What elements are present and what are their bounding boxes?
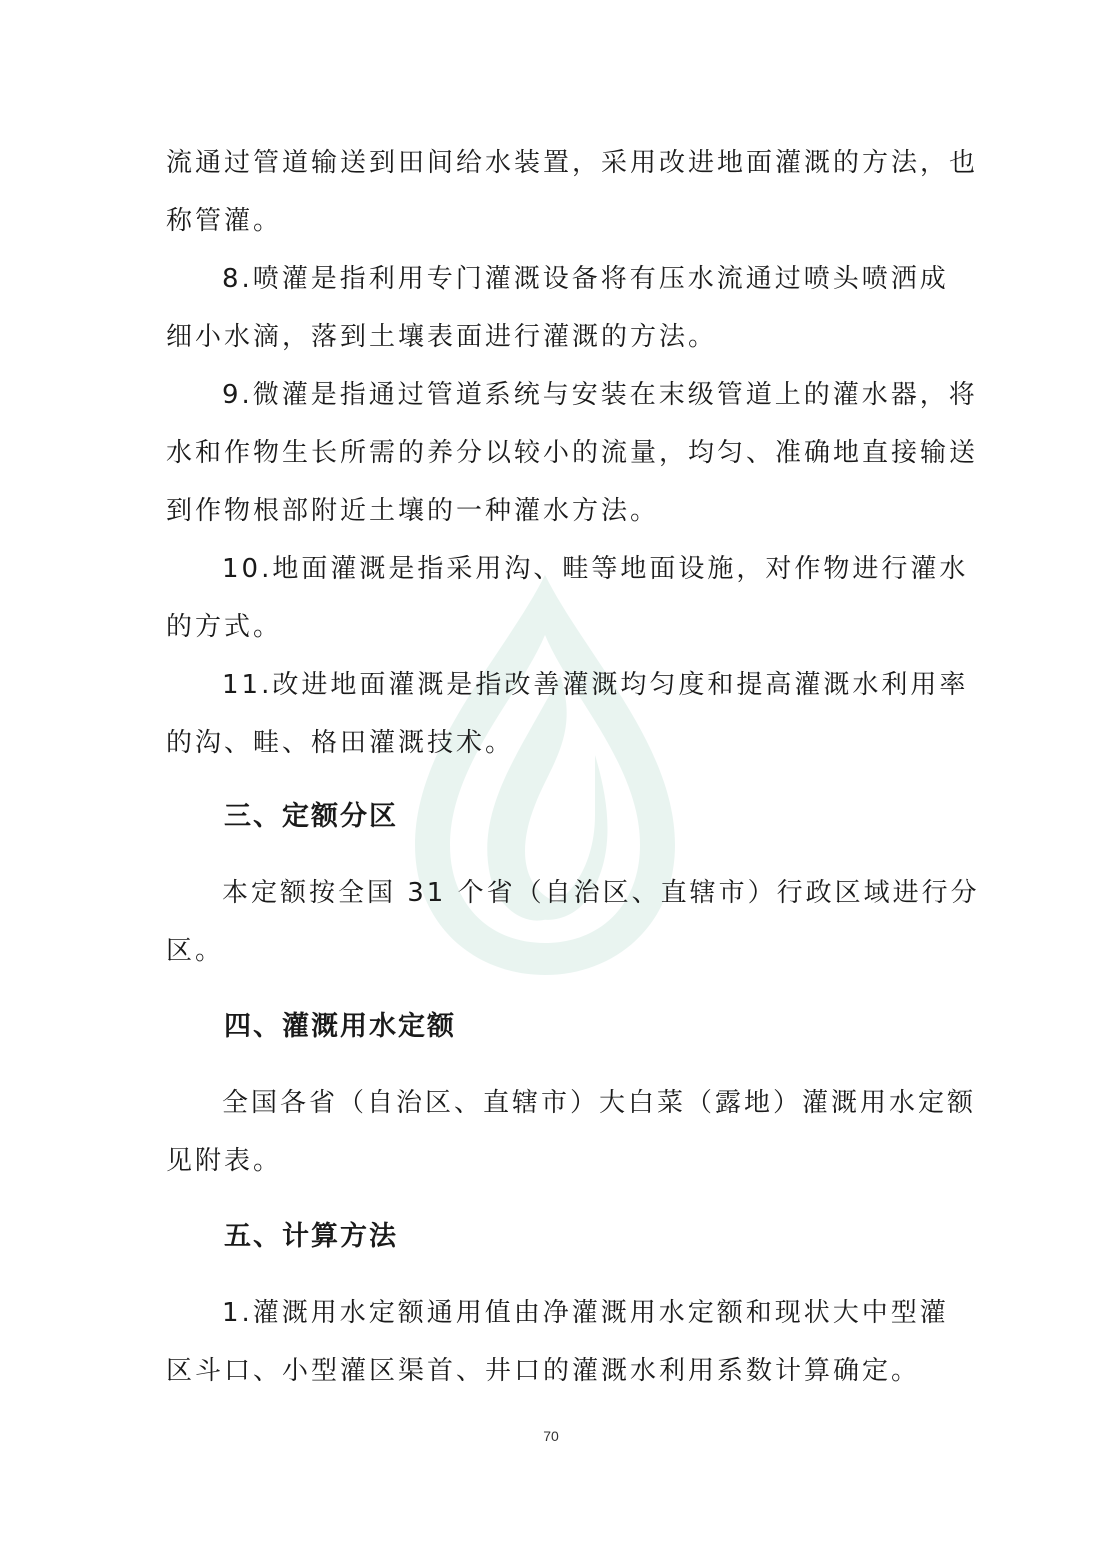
section-heading-calculation-method: 五、计算方法: [224, 1221, 398, 1252]
section-heading-irrigation-quota: 四、灌溉用水定额: [224, 1011, 456, 1042]
section-heading-zoning: 三、定额分区: [224, 801, 398, 832]
text-line: 水和作物生长所需的养分以较小的流量，均匀、准确地直接输送: [166, 438, 979, 468]
paragraph-item-10: [166, 540, 969, 656]
paragraph-calculation-item-1: [166, 1284, 949, 1400]
text-line: 称管灌。: [166, 206, 283, 236]
paragraph-item-9: [166, 366, 979, 540]
text-line: 见附表。: [166, 1146, 283, 1176]
text-line: 1.灌溉用水定额通用值由净灌溉用水定额和现状大中型灌: [222, 1298, 949, 1328]
text-line: 本定额按全国 31 个省（自治区、直辖市）行政区域进行分: [222, 878, 980, 908]
text-line: 的沟、畦、格田灌溉技术。: [166, 728, 515, 758]
paragraph-item-11: [166, 656, 969, 772]
text-line: 区。: [166, 936, 225, 966]
page-number: 70: [543, 1428, 559, 1444]
text-line: 的方式。: [166, 612, 283, 642]
text-line: 到作物根部附近土壤的一种灌水方法。: [166, 496, 660, 526]
text-line: 流通过管道输送到田间给水装置，采用改进地面灌溉的方法，也: [166, 148, 979, 178]
text-line: 11.改进地面灌溉是指改善灌溉均匀度和提高灌溉水利用率: [222, 670, 969, 700]
text-line: 8.喷灌是指利用专门灌溉设备将有压水流通过喷头喷洒成: [222, 264, 949, 294]
text-line: 9.微灌是指通过管道系统与安装在末级管道上的灌水器，将: [222, 380, 978, 410]
text-line: 区斗口、小型灌区渠首、井口的灌溉水利用系数计算确定。: [166, 1356, 921, 1386]
text-line: 细小水滴，落到土壤表面进行灌溉的方法。: [166, 322, 718, 352]
text-line: 10.地面灌溉是指采用沟、畦等地面设施，对作物进行灌水: [222, 554, 969, 584]
paragraph-zoning: [166, 864, 980, 980]
paragraph-irrigation-quota: [166, 1074, 977, 1190]
paragraph-item-8: [166, 250, 949, 366]
paragraph-pipe-irrigation-continued: [166, 134, 979, 250]
text-line: 全国各省（自治区、直辖市）大白菜（露地）灌溉用水定额: [222, 1088, 977, 1118]
